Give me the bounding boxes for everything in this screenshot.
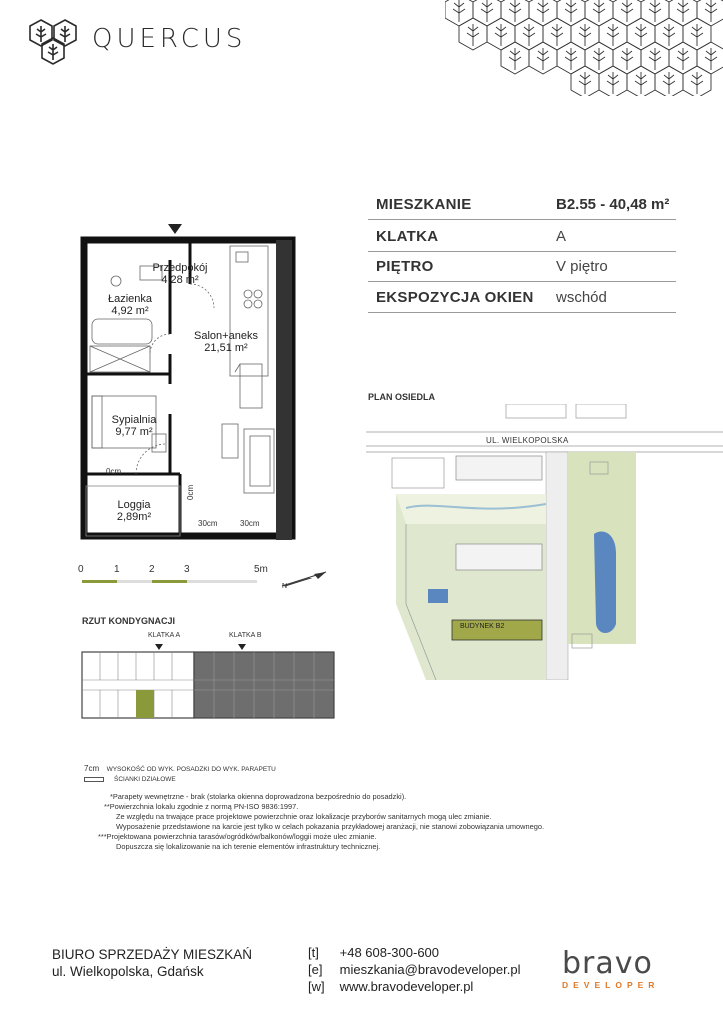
room-area: 21,51 m² bbox=[204, 342, 248, 354]
office-title: BIURO SPRZEDAŻY MIESZKAŃ bbox=[52, 947, 253, 962]
quercus-logo bbox=[28, 18, 78, 66]
room-name: Salon+aneks bbox=[194, 330, 258, 342]
parapet-legend-text: WYSOKOŚĆ OD WYK. POSADZKI DO WYK. PARAPETU bbox=[106, 766, 276, 773]
scale-bar bbox=[80, 564, 320, 592]
scale-tick: 1 bbox=[114, 564, 120, 575]
footnote: Dopuszcza się lokalizowanie na ich terenie elementów infrastruktury technicznej. bbox=[116, 842, 381, 851]
scale-tick: 5m bbox=[254, 564, 268, 575]
footnotes bbox=[98, 792, 618, 852]
room-bedroom bbox=[104, 414, 164, 438]
leaf-hexagon-icon bbox=[28, 18, 78, 66]
scale-tick: 0 bbox=[78, 564, 84, 575]
room-name: Łazienka bbox=[107, 293, 153, 305]
spec-value: A bbox=[556, 228, 567, 245]
spec-row-stair bbox=[368, 222, 676, 252]
contact-block bbox=[308, 944, 520, 995]
stair-b-label: KLATKA B bbox=[229, 632, 262, 639]
web-tag: [w] bbox=[308, 979, 325, 994]
hex-leaf-pattern bbox=[445, 0, 723, 96]
parapet-mark: 30cm bbox=[198, 519, 218, 528]
brand-name: QUERCUS bbox=[92, 24, 247, 54]
phone-tag: [t] bbox=[308, 945, 319, 960]
legend-walls bbox=[84, 776, 176, 783]
footnote: Wyposażenie przedstawione na karcie jest tylko w celach pokazania przykładowej aranżacji, nie stanowi zobowiązania umownego. bbox=[116, 822, 544, 831]
spec-label: KLATKA bbox=[376, 228, 439, 245]
phone-link[interactable]: +48 608-300-600 bbox=[339, 945, 440, 960]
footnote: Ze względu na trwające prace projektowe powierzchnie oraz lokalizacje przyborów sanitarnych mogą ulec zmianie. bbox=[116, 812, 492, 821]
svg-text:N: N bbox=[282, 583, 288, 590]
site-plan-map bbox=[366, 404, 723, 680]
stair-a-label: KLATKA A bbox=[148, 632, 181, 639]
room-area: 2,89m² bbox=[116, 511, 152, 523]
spec-row-floor bbox=[368, 252, 676, 282]
web-line bbox=[308, 978, 520, 995]
scale-tick: 3 bbox=[184, 564, 190, 575]
room-living bbox=[186, 330, 266, 354]
spec-label: PIĘTRO bbox=[376, 258, 434, 275]
phone-line bbox=[308, 944, 520, 961]
office-address: ul. Wielkopolska, Gdańsk bbox=[52, 964, 204, 979]
room-area: 4,28 m² bbox=[161, 274, 199, 286]
email-tag: [e] bbox=[308, 962, 323, 977]
room-name: Sypialnia bbox=[111, 414, 157, 426]
spec-label: EKSPOZYCJA OKIEN bbox=[376, 289, 534, 306]
email-line bbox=[308, 961, 520, 978]
scale-tick: 2 bbox=[149, 564, 155, 575]
email-link[interactable]: mieszkania@bravodeveloper.pl bbox=[339, 962, 521, 977]
building-label: BUDYNEK B2 bbox=[460, 623, 505, 630]
parapet-mark: 30cm bbox=[240, 519, 260, 528]
spec-value: V piętro bbox=[556, 258, 608, 275]
room-area: 9,77 m² bbox=[115, 426, 153, 438]
spec-value: B2.55 - 40,48 m² bbox=[556, 196, 670, 213]
spec-label: MIESZKANIE bbox=[376, 196, 472, 213]
wall-swatch bbox=[84, 777, 104, 782]
parapet-legend-mark: 7cm bbox=[84, 764, 100, 773]
logo-word: bravo bbox=[562, 946, 653, 981]
web-link[interactable]: www.bravodeveloper.pl bbox=[339, 979, 474, 994]
parapet-mark: 0cm bbox=[186, 484, 195, 500]
room-name: Loggia bbox=[117, 499, 151, 511]
floor-section-title: RZUT KONDYGNACJI bbox=[82, 616, 176, 626]
spec-row-apartment bbox=[368, 190, 676, 220]
legend-parapet bbox=[84, 758, 276, 776]
room-name: Przedpokój bbox=[152, 262, 208, 274]
sales-office bbox=[52, 946, 252, 980]
room-bathroom bbox=[100, 293, 160, 317]
footnote: *Parapety wewnętrzne - brak (stolarka okienna doprowadzona bezpośrednio do posadzki). bbox=[110, 792, 407, 801]
room-area: 4,92 m² bbox=[111, 305, 149, 317]
parapet-mark: 0cm bbox=[106, 467, 122, 476]
bravo-developer-logo bbox=[562, 946, 666, 990]
footnote: **Powierzchnia lokalu zgodnie z normą PN-ISO 9836:1997. bbox=[104, 802, 299, 811]
room-hall bbox=[150, 262, 210, 286]
street-label: UL. WIELKOPOLSKA bbox=[486, 436, 569, 445]
site-plan-title: PLAN OSIEDLA bbox=[368, 392, 436, 402]
spec-row-exposure bbox=[368, 283, 676, 313]
north-arrow-icon bbox=[280, 568, 330, 590]
walls-legend-text: ŚCIANKI DZIAŁOWE bbox=[114, 776, 176, 783]
room-loggia bbox=[106, 499, 162, 523]
floor-section-plan bbox=[80, 642, 340, 722]
logo-sub: DEVELOPER bbox=[562, 980, 660, 990]
footnote: ***Projektowana powierzchnia tarasów/ogródków/balkonów/loggii może ulec zmianie. bbox=[98, 832, 377, 841]
spec-value: wschód bbox=[556, 289, 607, 306]
